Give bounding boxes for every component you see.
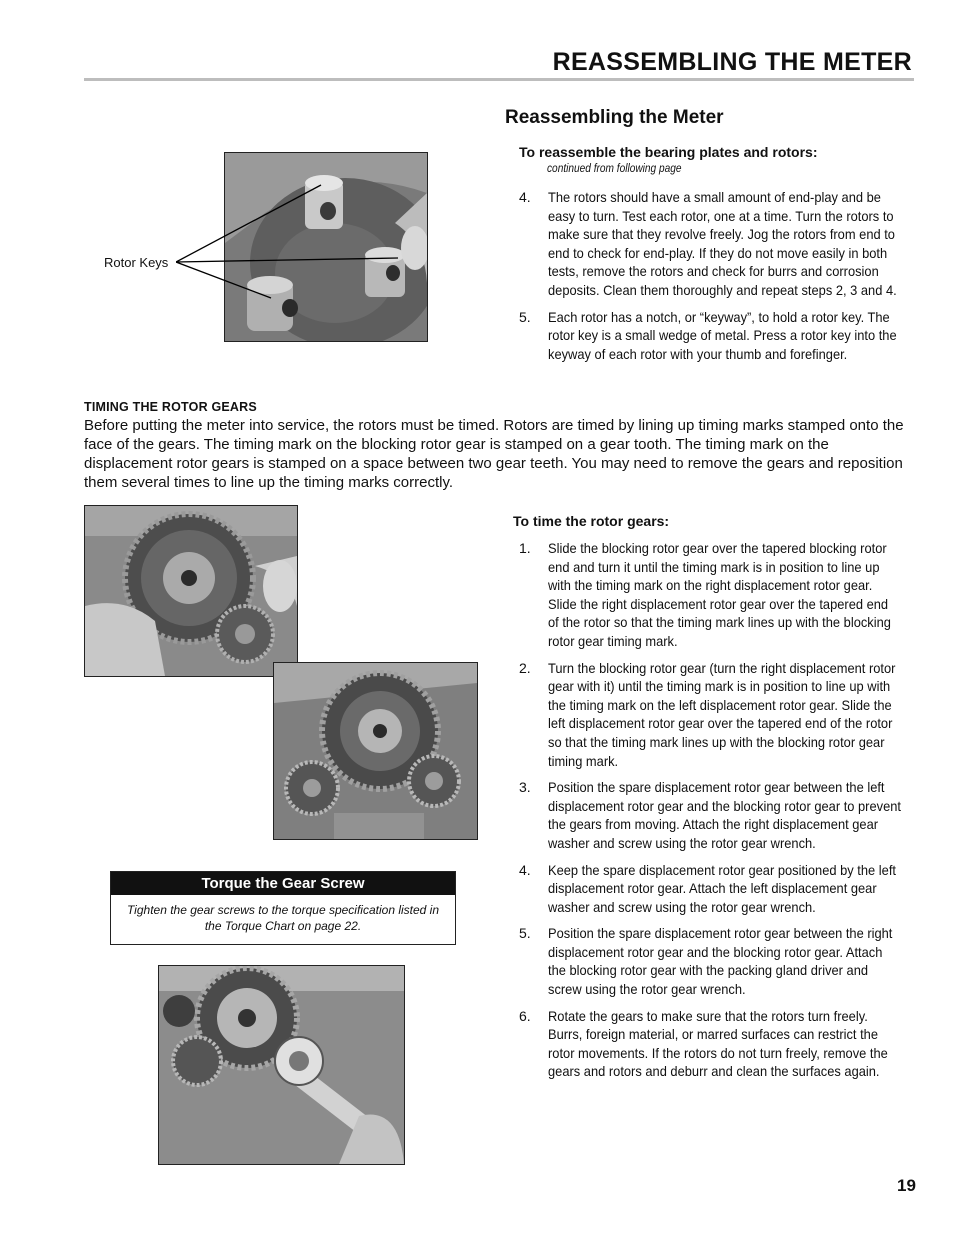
list-item [519,188,933,300]
step-number: 5. [519,925,531,942]
list-item [519,924,933,998]
list-item [519,659,933,771]
header-divider [84,78,914,81]
step-text: Rotate the gears to make sure that the rotors turn freely. Burrs, foreign material, or marred surfaces can restrict the rotor movements. If the rotors do not turn freely, remove the gears and rotors and deburr and clean the surfaces again. [548,1007,888,1080]
step-number: 1. [519,540,531,556]
step-text: Position the spare displacement rotor gear between the left displacement rotor gear and the blocking rotor gear to prevent the gears from moving. Attach the right displacement gear washer and screw using the rotor gear wrench. [548,779,901,851]
page-number: 19 [897,1176,916,1195]
torque-box-body: Tighten the gear screws to the torque specification listed in the Torque Chart on page 22. [126,903,440,933]
gear-photo-1 [84,505,298,677]
torque-callout-box [110,871,456,945]
section-title: Reassembling the Meter [505,107,724,128]
step-number: 4. [519,189,531,205]
step-text: Keep the spare displacement rotor gear positioned by the left displacement rotor gear. Attach the left displacement gear washer and screw using the rotor gear wrench. [548,861,896,915]
step-number: 6. [519,1007,531,1024]
gear-photo-2 [273,662,478,840]
wrench-photo [158,965,405,1165]
timing-heading: TIMING THE ROTOR GEARS [84,400,257,414]
step-number: 2. [519,659,531,676]
rotor-keys-callout: Rotor Keys [104,255,169,270]
step-text: The rotors should have a small amount of end-play and be easy to turn. Test each rotor, one at a time. Turn the rotors to make sure that they revolve freely. Jog the rotors from end to end to check for end-play. If they do not move easily in both tests, remove the rotors and check for burrs and corrosion deposits. Clean them thoroughly and repeat steps 2, 3 and 4. [548,189,897,298]
list-item [519,1007,933,1081]
step-text: Turn the blocking rotor gear (turn the right displacement rotor gear with it) until the timing mark is in position to line up with the timing mark on the left displacement rotor gear. Slide the left displacement rotor gear over the tapered end of the rotor so that the timing mark lines up with the blocking rotor gear timing mark. [548,659,896,769]
step-text: Each rotor has a notch, or “keyway”, to hold a rotor key. The rotor key is a small wedge of metal. Press a rotor key into the keyway of each rotor with your thumb and forefinger. [548,308,897,362]
list-item [519,861,933,917]
step-number: 5. [519,308,531,325]
bearing-subsection [519,144,817,175]
list-item [519,539,933,651]
step-number: 4. [519,861,531,878]
continued-note: continued from following page [547,163,682,175]
bearing-steps-list [519,188,933,371]
timing-steps-heading: To time the rotor gears: [513,513,670,529]
step-number: 3. [519,779,531,796]
torque-box-title: Torque the Gear Screw [111,872,455,895]
bearing-heading: To reassemble the bearing plates and rotors: [519,144,818,160]
list-item [519,778,933,852]
timing-paragraph: Before putting the meter into service, the rotors must be timed. Rotors are timed by lining up timing marks stamped onto the face of the gears. The timing mark on the blocking rotor gear is stamped on a gear tooth. The timing mark on the displacement rotor gears is stamped on a space between two gear teeth. You may need to remove the gears and reposition them several times to line up the timing marks correctly. [84,417,904,491]
step-text: Slide the blocking rotor gear over the tapered blocking rotor end and turn it until the timing mark is in position to line up with the timing mark on the right displacement rotor gear. Slide the right displacement rotor gear over the tapered end of the rotor so that the timing mark lines up with the blocking rotor gear timing mark. [548,540,891,649]
page-header-title: REASSEMBLING THE METER [552,48,912,76]
list-item [519,308,933,364]
callout-lines [176,182,406,302]
step-text: Position the spare displacement rotor gear between the right displacement rotor gear and the blocking rotor gear. Attach the blocking rotor gear with the packing gland driver and screw using the rotor gear wrench. [548,925,893,998]
timing-steps-list [519,539,933,1089]
